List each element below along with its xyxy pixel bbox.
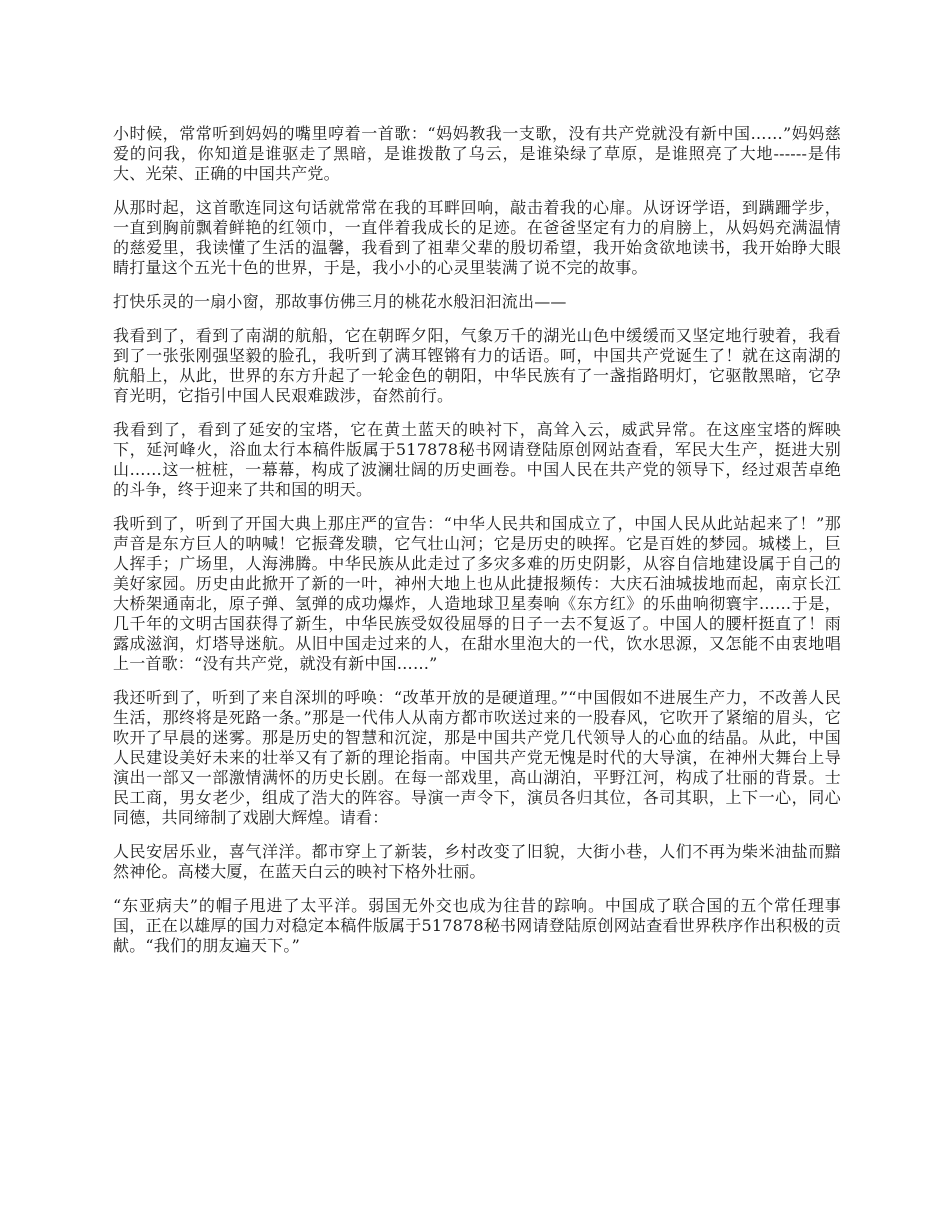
paragraph-4: 我看到了，看到了南湖的航船，它在朝晖夕阳，气象万千的湖光山色中缓缓而又坚定地行驶着，我看到了一张张刚强坚毅的脸孔，我听到了满耳铿锵有力的话语。呵，中国共产党诞生了！就在这南湖的航船上，从此，世界的东方升起了一轮金色的朝阳，中华民族有了一盏指路明灯，它驱散黑暗，它孕育光明，它指引中国人民艰难跋涉，奋然前行。 (113, 326, 841, 405)
document-body (113, 124, 841, 970)
paragraph-3: 打快乐灵的一扇小窗，那故事仿佛三月的桃花水般汩汩流出—— (113, 292, 567, 311)
paragraph-7: 我还听到了，听到了来自深圳的呼唤：“改革开放的是硬道理。”“中国假如不进展生产力，不改善人民生活，那终将是死路一条。”那是一代伟人从南方都市吹送过来的一股春风，它吹开了紧缩的眉头，它吹开了早晨的迷雾。那是历史的智慧和沉淀，那是中国共产党几代领导人的心血的结晶。从此，中国人民建设美好未来的壮举又有了新的理论指南。中国共产党无愧是时代的大导演，在神州大舞台上导演出一部又一部激情满怀的历史长剧。在每一部戏里，高山湖泊，平野江河，构成了壮丽的背景。士民工商，男女老少，组成了浩大的阵容。导演一声令下，演员各归其位，各司其职，上下一心，同心同德，共同缔制了戏剧大辉煌。请看： (113, 688, 841, 827)
paragraph-1: 小时候，常常听到妈妈的嘴里哼着一首歌：“妈妈教我一支歌，没有共产党就没有新中国……”妈妈慈爱的问我，你知道是谁驱走了黑暗，是谁拨散了乌云，是谁染绿了草原，是谁照亮了大地------是伟大、光荣、正确的中国共产党。 (113, 124, 841, 183)
paragraph-8: 人民安居乐业，喜气洋洋。都市穿上了新装，乡村改变了旧貌，大街小巷，人们不再为柴米油盐而黯然神伦。高楼大厦，在蓝天白云的映衬下格外壮丽。 (113, 842, 841, 881)
paragraph-2: 从那时起，这首歌连同这句话就常常在我的耳畔回响，敲击着我的心扉。从讶讶学语，到蹒跚学步，一直到胸前飘着鲜艳的红领巾，一直伴着我成长的足迹。在爸爸坚定有力的肩膀上，从妈妈充满温情的慈爱里，我读懂了生活的温馨，我看到了祖辈父辈的殷切希望，我开始贪欲地读书，我开始睁大眼睛打量这个五光十色的世界，于是，我小小的心灵里装满了说不完的故事。 (113, 198, 841, 277)
paragraph-9: “东亚病夫”的帽子甩进了太平洋。弱国无外交也成为往昔的踪响。中国成了联合国的五个常任理事国，正在以雄厚的国力对稳定本稿件版属于517878秘书网请登陆原创网站查看世界秩序作出积极的贡献。“我们的朋友遍天下。” (113, 896, 841, 955)
paragraph-5: 我看到了，看到了延安的宝塔，它在黄土蓝天的映衬下，高耸入云，威武异常。在这座宝塔的辉映下，延河峰火，浴血太行本稿件版属于517878秘书网请登陆原创网站查看，军民大生产，挺进大别山……这一桩桩，一幕幕，构成了波澜壮阔的历史画卷。中国人民在共产党的领导下，经过艰苦卓绝的斗争，终于迎来了共和国的明天。 (113, 420, 841, 499)
paragraph-6: 我听到了，听到了开国大典上那庄严的宣告：“中华人民共和国成立了，中国人民从此站起来了！”那声音是东方巨人的呐喊！它振聋发聩，它气壮山河；它是历史的映挥。它是百姓的梦园。城楼上，巨人挥手；广场里，人海沸腾。中华民族从此走过了多灾多难的历史阴影，从容自信地建设属于自己的美好家园。历史由此掀开了新的一叶，神州大地上也从此捷报频传：大庆石油城拔地而起，南京长江大桥架通南北，原子弹、氢弹的成功爆炸，人造地球卫星奏响《东方红》的乐曲响彻寰宇……于是，几千年的文明古国获得了新生，中华民族受奴役屈辱的日子一去不复返了。中国人的腰杆挺直了！雨露成滋润，灯塔导迷航。从旧中国走过来的人，在甜水里泡大的一代，饮水思源，又怎能不由衷地唱上一首歌：“没有共产党，就没有新中国……” (113, 514, 841, 673)
